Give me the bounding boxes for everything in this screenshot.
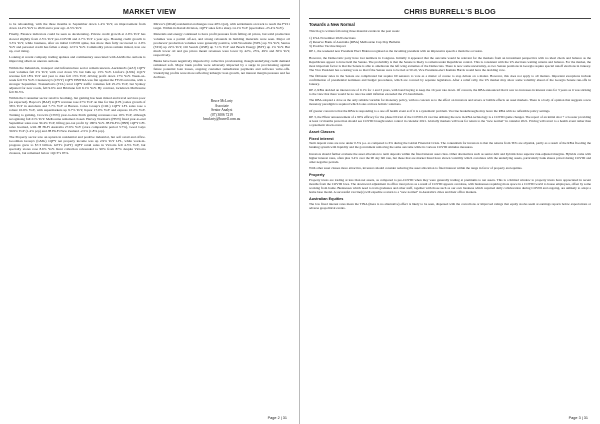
header-rule	[9, 18, 290, 19]
list-item: 1) USA November 2020 elections	[309, 35, 356, 40]
paragraph: Within the Industrials, transport and infrastructure sector remain uneven. Auckland's (AZJ) 1QFY total volumes fell 2% YoY, with coal down 5% but bulk up 13% YoY. Linfox's (LNK) 1QCY revenue fell 18% YoY and year to date fell 13% YoY, driving profit down 17% YoY. Week-on-week fell 5% YoY. Cleanaway's (CWY) 1QFY EBITDA was flat against the FY20 outcome, with a stronger September. Transurban's (TCL) total 1QFY traffic volumes fell 25.2% YoY, but Sydney adjusted for new roads, fell 9.6% and Brisbane fell 9.1% YoY. By contrast, lockdown Melbourne fell 36.3%.	[9, 65, 146, 94]
paragraph: The low fixed interest rates mean the TINA (there is no alternative) effect is likely to be seen, dispersed with the corrections or improved ratings that equity stocks seem at earnings reports below expectations or adverse geopolitical events.	[309, 201, 591, 210]
event-list	[309, 36, 591, 48]
paragraph: Finally, Finance indicators could be seen as decelerating. Private credit growth at 2.9% YoY has slowed slightly from 2.5% YoY pre-COVID and 2.7% YoY a year ago. Housing credit growth is 3.3% YoY, while business, after an initial COVID spike, has more than fully recovered to 2.0% YoY and personal credit has fallen a sharp 12.5% YoY. Commodity prices remain mixed, iron ore up, coal rising.	[9, 32, 146, 53]
column-right	[154, 22, 291, 158]
paragraph: Banks have been negatively impacted by collective provisioning, though underlying credit demand remained soft. Major bank profits were adversely impacted by a surge in provisioning against future potential loan losses, ongoing customer remediation payments and software write-offs. Underlying profits were more reflecting lethargic loan growth, net interest margin pressure and fee declines.	[153, 59, 290, 80]
paragraph: However, the Democratic party have lost numbers in Congress. Initially it appeared that the outcome would be relevant for the markets from an investment perspective with no ideal check and balance as the Republicans appear to have held the Senate. The probability is that the Senate is likely to remain under Republican control. This is consistent with the US elections waiting returns and balance. For the market, the most important factor is that the Senate is able to ameliorate the left wing extremes of the Democrats. There is now some uncertainty, as two Senate positions in Georgia require special runoff elections in January. The Vice President has a casting vote so that if the Senate were to be tied at 50 all, Vice President-elect Kamala Harris would have the deciding vote.	[309, 55, 591, 72]
paragraph: The filibuster rules in the Senate are complicated but require 60 senators to vote as a matter of course to stop debate on a matter. However, this does not apply to all matters. Important exceptions include confirmation of presidential nominees and budget procedures, which are covered by separate legislation. After a relief rally, the US market may show some volatility ahead of the Georgia Senate run-offs in January.	[309, 73, 591, 86]
paragraph: RE 2, RBA decided an interest rate of 0.1% for 1 and 3 years, with bond buying to keep the 10-year rate down. Of concern, the RBA announced that it saw no increases in interest rates for 3 years as it was sticking to the view that there would be no rate rise until inflation exceeded the 2% benchmark.	[309, 88, 591, 97]
list-item: 3) Positive Vaccine Report	[309, 43, 346, 48]
paragraph: Term deposit rates are now under 0.5% p.a. as compared to 6% during the Global Financial Crisis. The conundrum for investors is that the returns from TD's are abysmal, partly as a result of the RBA flooding the banking system with liquidity and the government removing the same outcome while its various COVID stimulus measures.	[309, 141, 591, 150]
list-item: 2) Reserve Bank of Australia (RBA) Melbourne Cup Day Bulletin	[309, 39, 401, 44]
paragraph: Materials and energy continued to have profit pressure from falling oil prices, but solid production volumes was a partial off-set, and strong rebounds in building materials were seen. Major oil producers' production volumes were generally positive, with Woodside (WPL) up 3% YoY, Santos (STO) up 22% YoY, Oil Search (OSH) up 7.1% YoY and Beach Energy (BPT) up 1% YoY. But much lower oil and gas prices meant revenues were lower by 42%, 25%, 49% and 30% YoY, respectively.	[153, 32, 290, 57]
paragraph: Investors should further evaluate the asset allocation to term deposits within the fixed interest asset class. Other alternatives such as senior debt and hybrids have superior risk-adjusted margins. Hybrids come with higher interest rates, often plus 3.4% over the 90 day bill rate, but these that are market listed have shown volatility which correlates with the underlying assets, particularly bank shares priced during COVID and other negative periods.	[309, 151, 591, 164]
paragraph: The Property sector saw an upturn in residential and positive industrial, but soft retail and office. Goodman Group's (GMG) 1QFY net property income was up 2.9% YoY LFL, while work-in-progress grew to $7.3 billion. GPT's (GPT) 1QFY retail sales in Victoria fell 4.3% YoY, but specialty stores rose 8.6% YoY. Rent collection rebounded to 90% from 87% despite Victoria closures, but remained below 1QCY's 95%.	[9, 135, 146, 156]
author-name: Bruce McLarty	[210, 99, 233, 104]
author-phone: (07) 3006 7219	[210, 112, 233, 117]
column-left	[9, 22, 146, 158]
paragraph: Mirvac's (MGR) residential exchanges rose 40% QoQ, with settlements on track to reach the FY21 target. Within its Retail division, 1QFY sales fell a sharp 14.1% YoY (specialties -25.4% YoY).	[153, 22, 290, 31]
section-heading-asset-classes: Asset Classes	[309, 130, 335, 135]
paragraph: RE 3, the Pfizer announcement of a 90% efficacy for the phase III trial of the COVID-19 vaccine utilising the new m-RNA technology is a COVID game changer. The report of an initial shot + a booster providing at least 12 months protection should see COVID brought under control in calendar 2021. Globally markets will look for return to the "new normal" in calendar 2021. Pricing will revert to a health event rather than a systematic shock event.	[309, 115, 591, 128]
subheading-property: Property	[309, 173, 325, 178]
author-title: Senior Analyst	[211, 108, 233, 113]
paragraph: This blog is written following three material events in the past week:	[309, 28, 400, 33]
header-rule	[309, 18, 591, 19]
subheading-fixed-interest: Fixed interest	[309, 136, 334, 141]
page-number: Page 3 | 31	[568, 416, 588, 420]
subheading-australian-equities: Australian Equities	[309, 197, 344, 202]
paragraph: Looking at recent company trading updates and commentary associated with AGMs the outlook is improving albeit on uneven outlook.	[9, 55, 146, 64]
blog-title: Towards a New Normal	[309, 22, 355, 27]
paragraph: With other asset classes more attractive, investors should consider reducing the asset allocation to fixed interest within the range in favor of property and equities.	[309, 166, 523, 171]
two-column-body	[9, 22, 290, 158]
paragraph: to be rebounding, with the three months to September down 1.4% YoY, an improvement from down 14.2% YoY to 2020 and a year ago -6.5% YoY.	[9, 22, 146, 31]
paragraph: Property trusts are trading at less than net assets, as compared to pre-COVID when they were generally trading at premiums to net assets. This is a limited window to property trusts have appreciated in recent months from the COVID lows. The downward adjustment in office trust prices as a result of COVID appears overdone, with businesses requiring more space in a COVID world to house employees, offset by some working from home. Businesses which need to train graduates and other staff, together with those such as our own business which required daily collaboration during COVID and ongoing, are unlikely to adopt a home base model. A successful vaccine(s) will expedite a return to a "new normal" in Australia's cities and their office markets.	[309, 177, 591, 194]
page-blog	[300, 0, 600, 424]
page-header: MARKET VIEW	[122, 7, 177, 16]
page-header: CHRIS BURRELL'S BLOG	[404, 7, 496, 16]
author-role: Associate	[214, 103, 229, 108]
author-contact	[154, 99, 291, 122]
paragraph: RE 1, the weekend new President Elect Biden recognised as the incoming president with an impressive speech a mark the occasion.	[309, 49, 483, 54]
paragraph: The RBA adopted a dove as the only reliable variable for monetary policy, with no concern as to the effect on investors and savers or bubble effects on asset markets. There is a body of opinion that suggests a new monetary paradigm is required which looks at more holistic solutions.	[309, 98, 591, 107]
paragraph: Within the Consumer sector retail is booming, but gaming has been mixed and travel services poor (as expected). Bapcor's (BAP) 1QFY revenue rose 27% YoY on like for like (LFL) sales growth of 36% YoY in Autobarn and 7.7% YoY at Burson. Coles Group's (COL) 1QFY LFL sales rose a robust 10.6% YoY, with supermarkets up 9.7% YoY, liquor 17.0% YoY and express 10.2% YoY. Turning to gaming, Crown's (CWN) year-to-date Perth gaming revenues rose 16% YoY, although recognising fall 21% YoY. Melbourne remained closed. Harvey Norman's (HVN) fixed year-to-end September sales rose 30.4% YoY, lifting pre-tax profit by 180% YoY. JB Hi-Fi's (JBH) 1QFY LFL sales boomed, with JB Hi-Fi Australia 27.6% YoY (store comparable period 3.7%), Good Guys 30.9% YoY (1.4% pcp) and JB Hi-Fi New Zealand -2.5% (1.8% pcp).	[9, 96, 146, 133]
author-email[interactable]: bmclarty@burrell.com.au	[203, 117, 241, 122]
page-number: Page 2 | 31	[267, 416, 287, 420]
paragraph: Of greater concern is that the RBA is responding to a one off health event as if it is a systematic problem. Vaccine breakthroughs may leave the RBA with no reflexible policy settings.	[309, 108, 551, 113]
